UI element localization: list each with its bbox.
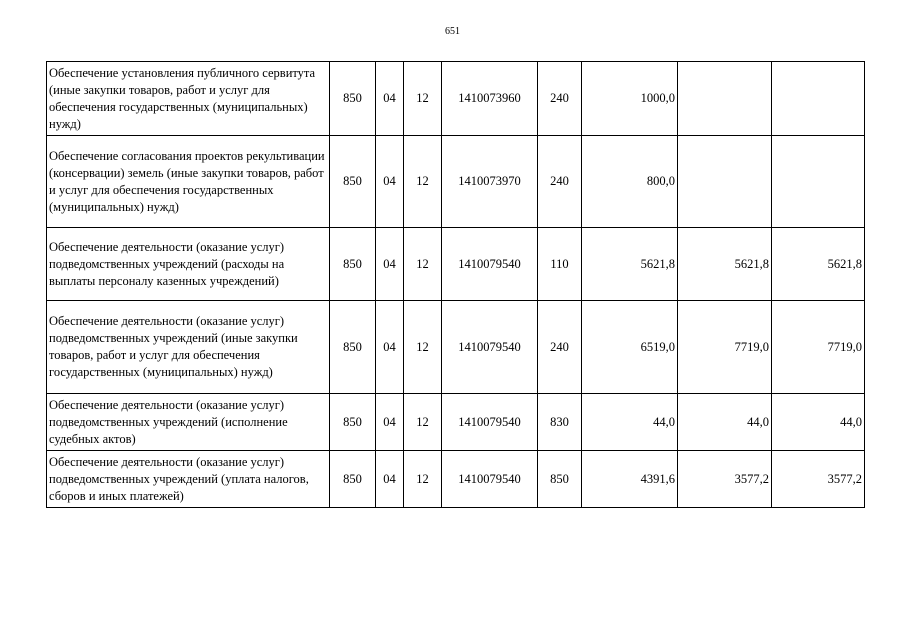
amount-year-1: 44,0 <box>582 394 678 451</box>
table-row <box>47 62 865 136</box>
target-article-code: 1410073960 <box>442 62 538 136</box>
expense-type-code: 240 <box>538 62 582 136</box>
ministry-code: 850 <box>330 301 376 394</box>
subsection-code: 12 <box>404 62 442 136</box>
amount-year-2: 44,0 <box>678 394 772 451</box>
expense-type-code: 240 <box>538 136 582 228</box>
amount-year-2 <box>678 136 772 228</box>
amount-year-1: 5621,8 <box>582 228 678 301</box>
amount-year-3 <box>772 136 865 228</box>
amount-year-3 <box>772 62 865 136</box>
amount-year-3: 44,0 <box>772 394 865 451</box>
ministry-code: 850 <box>330 394 376 451</box>
ministry-code: 850 <box>330 136 376 228</box>
section-code: 04 <box>376 62 404 136</box>
section-code: 04 <box>376 136 404 228</box>
subsection-code: 12 <box>404 301 442 394</box>
amount-year-2: 5621,8 <box>678 228 772 301</box>
subsection-code: 12 <box>404 451 442 508</box>
target-article-code: 1410079540 <box>442 228 538 301</box>
ministry-code: 850 <box>330 228 376 301</box>
amount-year-3: 7719,0 <box>772 301 865 394</box>
section-code: 04 <box>376 301 404 394</box>
expense-type-code: 110 <box>538 228 582 301</box>
table-row <box>47 301 865 394</box>
target-article-code: 1410073970 <box>442 136 538 228</box>
page-number: 651 <box>445 26 460 37</box>
amount-year-1: 4391,6 <box>582 451 678 508</box>
expense-type-code: 830 <box>538 394 582 451</box>
table-row <box>47 228 865 301</box>
amount-year-1: 6519,0 <box>582 301 678 394</box>
expense-name: Обеспечение деятельности (оказание услуг) подведомственных учреждений (уплата налогов, сборов и иных платежей) <box>47 451 330 508</box>
budget-table <box>46 61 865 508</box>
ministry-code: 850 <box>330 62 376 136</box>
table-row <box>47 136 865 228</box>
target-article-code: 1410079540 <box>442 301 538 394</box>
amount-year-1: 1000,0 <box>582 62 678 136</box>
amount-year-2: 7719,0 <box>678 301 772 394</box>
section-code: 04 <box>376 451 404 508</box>
table-row <box>47 451 865 508</box>
amount-year-3: 3577,2 <box>772 451 865 508</box>
table-row <box>47 394 865 451</box>
expense-type-code: 240 <box>538 301 582 394</box>
amount-year-1: 800,0 <box>582 136 678 228</box>
expense-name: Обеспечение деятельности (оказание услуг) подведомственных учреждений (исполнение судебных актов) <box>47 394 330 451</box>
expense-name: Обеспечение согласования проектов рекультивации (консервации) земель (иные закупки товаров, работ и услуг для обеспечения государственных (муниципальных) нужд) <box>47 136 330 228</box>
amount-year-2: 3577,2 <box>678 451 772 508</box>
target-article-code: 1410079540 <box>442 451 538 508</box>
ministry-code: 850 <box>330 451 376 508</box>
subsection-code: 12 <box>404 228 442 301</box>
expense-type-code: 850 <box>538 451 582 508</box>
subsection-code: 12 <box>404 394 442 451</box>
expense-name: Обеспечение установления публичного сервитута (иные закупки товаров, работ и услуг для обеспечения государственных (муниципальных) нужд) <box>47 62 330 136</box>
expense-name: Обеспечение деятельности (оказание услуг) подведомственных учреждений (иные закупки товаров, работ и услуг для обеспечения государственных (муниципальных) нужд) <box>47 301 330 394</box>
expense-name: Обеспечение деятельности (оказание услуг) подведомственных учреждений (расходы на выплаты персоналу казенных учреждений) <box>47 228 330 301</box>
section-code: 04 <box>376 228 404 301</box>
section-code: 04 <box>376 394 404 451</box>
subsection-code: 12 <box>404 136 442 228</box>
amount-year-3: 5621,8 <box>772 228 865 301</box>
target-article-code: 1410079540 <box>442 394 538 451</box>
amount-year-2 <box>678 62 772 136</box>
